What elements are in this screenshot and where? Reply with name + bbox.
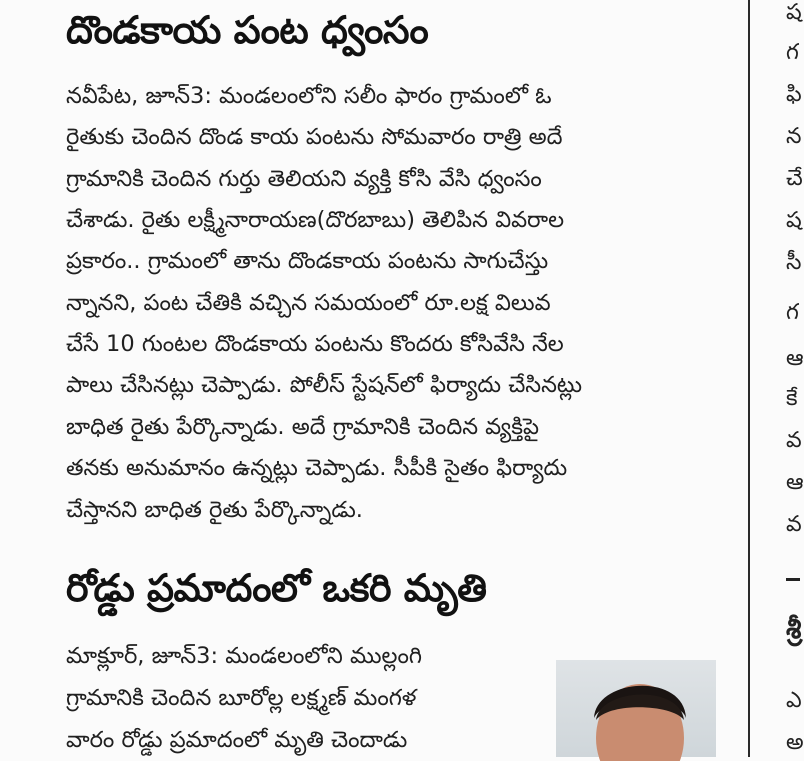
- column-glyph: ష: [786, 208, 802, 233]
- body-line: తనకు అనుమానం ఉన్నట్లు చెప్పాడు. సీపీకి సైతం ఫిర్యాదు: [66, 455, 568, 481]
- adjacent-column-fragment: [758, 0, 804, 757]
- column-glyph: గ: [786, 300, 799, 325]
- column-glyph: వ: [786, 512, 802, 537]
- column-glyph: ష: [786, 0, 802, 25]
- body-line: ప్రకారం.. గ్రామంలో తాను దొండకాయ పంటను సాగుచేస్తు: [66, 248, 549, 274]
- body-line: గ్రామానికి చెందిన గుర్తు తెలియని వ్యక్తి కోసి వేసి ధ్వంసం: [66, 166, 542, 192]
- body-line: చేస్తానని బాధిత రైతు పేర్కొన్నాడు.: [66, 497, 363, 523]
- body-line: చేసే 10 గుంటల దొండకాయ పంటను కొందరు కోసివేసి నేల: [66, 331, 564, 357]
- column-glyph: ఎ: [786, 688, 802, 713]
- body-line: న్నానని, పంట చేతికి వచ్చిన సమయంలో రూ.లక్ష విలువ: [66, 290, 551, 316]
- column-separator: [786, 578, 800, 581]
- column-divider: [748, 0, 750, 757]
- body-line: పాలు చేసినట్లు చెప్పాడు. పోలీస్ స్టేషన్‌లో ఫిర్యాదు చేసినట్లు: [66, 372, 583, 398]
- column-glyph: న: [786, 124, 802, 149]
- body-line: బాధిత రైతు పేర్కొన్నాడు. అదే గ్రామానికి చెందిన వ్యక్తిపై: [66, 414, 539, 440]
- column-glyph: గ: [786, 40, 799, 65]
- column-glyph: ఫి: [786, 82, 802, 107]
- person-portrait-icon: [556, 660, 716, 757]
- body-line: గ్రామానికి చెందిన బూరోల్ల లక్ష్మణ్ మంగళ: [66, 685, 417, 711]
- column-glyph: ఆ: [786, 470, 804, 495]
- person-photo: [556, 660, 716, 757]
- column-glyph: వ: [786, 428, 802, 453]
- column-glyph: చే: [786, 166, 803, 191]
- column-glyph: అ: [786, 730, 804, 755]
- column-glyph: ఆ: [786, 346, 804, 371]
- article-headline-1: దొండకాయ పంట ధ్వంసం: [66, 8, 429, 52]
- body-line: చేశాడు. రైతు లక్ష్మీనారాయణ(దొరబాబు) తెలిపిన వివరాల: [66, 207, 565, 233]
- column-glyph: శ్రీ: [786, 612, 802, 645]
- column-glyph: కే: [786, 386, 798, 411]
- column-glyph: సీ: [786, 250, 802, 275]
- body-line: మాక్లూర్, జూన్3: మండలంలోని ముల్లంగి: [66, 643, 423, 669]
- body-line: నవీపేట, జూన్3: మండలంలోని సలీం ఫారం గ్రామంలో ఓ: [66, 83, 552, 109]
- body-line: వారం రోడ్డు ప్రమాదంలో మృతి చెందాడు: [66, 727, 408, 753]
- article-headline-2: రోడ్డు ప్రమాదంలో ఒకరి మృతి: [66, 566, 487, 610]
- body-line: రైతుకు చెందిన దొండ కాయ పంటను సోమవారం రాత్రి అదే: [66, 124, 563, 150]
